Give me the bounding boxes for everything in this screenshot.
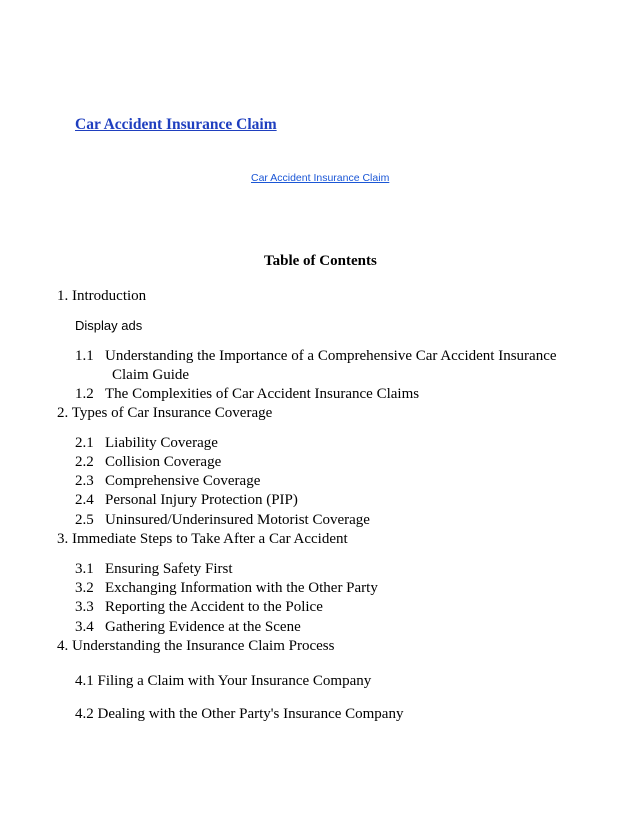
toc-item-number: 2.4 — [75, 492, 94, 508]
toc-item-text: Comprehensive Coverage — [105, 473, 261, 489]
toc-item-number: 2.5 — [75, 512, 94, 528]
toc-item-text: Ensuring Safety First — [105, 561, 233, 577]
toc-item-number: 1.2 — [75, 386, 94, 402]
toc-section-1: 1. Introduction — [57, 288, 147, 304]
toc-item-1-1-cont: Claim Guide — [112, 367, 190, 383]
toc-item-number: 2.1 — [75, 435, 94, 451]
toc-section-2: 2. Types of Car Insurance Coverage — [57, 405, 273, 421]
display-ads-label: Display ads — [75, 318, 143, 333]
toc-item-text: Collision Coverage — [105, 454, 222, 470]
toc-item-2-4 — [75, 492, 298, 509]
toc-item-text: Uninsured/Underinsured Motorist Coverage — [105, 512, 370, 528]
toc-item-3-2 — [75, 580, 378, 597]
toc-item-4-1: 4.1 Filing a Claim with Your Insurance Company — [75, 673, 372, 689]
toc-item-text: The Complexities of Car Accident Insurance Claims — [105, 386, 420, 402]
toc-section-3: 3. Immediate Steps to Take After a Car Accident — [57, 531, 348, 547]
toc-item-4-2: 4.2 Dealing with the Other Party's Insurance Company — [75, 706, 404, 722]
toc-item-number: 2.3 — [75, 473, 94, 489]
toc-item-number: 1.1 — [75, 348, 94, 364]
toc-item-2-5 — [75, 512, 370, 529]
subtitle-link[interactable]: Car Accident Insurance Claim — [251, 172, 390, 184]
toc-item-text: Personal Injury Protection (PIP) — [105, 492, 298, 508]
toc-item-1-1 — [75, 348, 557, 365]
toc-item-text: Understanding the Importance of a Comprehensive Car Accident Insurance — [105, 348, 557, 364]
toc-item-number: 3.2 — [75, 580, 94, 596]
toc-item-text: Exchanging Information with the Other Party — [105, 580, 378, 596]
toc-item-number: 3.3 — [75, 599, 94, 615]
toc-item-2-3 — [75, 473, 260, 490]
title-link[interactable]: Car Accident Insurance Claim — [75, 116, 277, 133]
toc-item-number: 2.2 — [75, 454, 94, 470]
toc-item-text: Reporting the Accident to the Police — [105, 599, 323, 615]
toc-item-3-3 — [75, 599, 323, 616]
toc-item-2-1 — [75, 435, 218, 452]
toc-section-4: 4. Understanding the Insurance Claim Process — [57, 638, 335, 654]
toc-item-number: 3.4 — [75, 619, 94, 635]
toc-item-number: 3.1 — [75, 561, 94, 577]
toc-item-text: Liability Coverage — [105, 435, 218, 451]
toc-item-2-2 — [75, 454, 221, 471]
toc-item-1-2 — [75, 386, 419, 403]
toc-item-3-4 — [75, 619, 301, 636]
toc-item-text: Gathering Evidence at the Scene — [105, 619, 301, 635]
toc-item-3-1 — [75, 561, 233, 578]
toc-heading: Table of Contents — [264, 253, 377, 269]
